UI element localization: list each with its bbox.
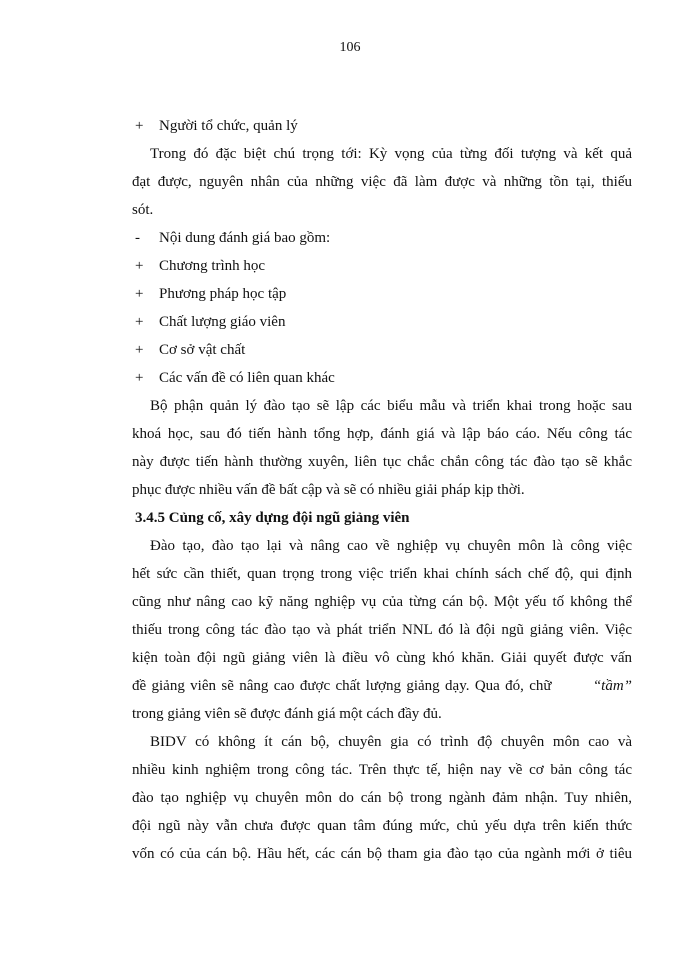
paragraph-line: cũng như nâng cao kỹ năng nghiệp vụ của từng cán bộ. Một yếu tố không thể	[132, 594, 632, 610]
list-item	[135, 257, 635, 275]
paragraph-line: phục được nhiều vấn đề bất cập và sẽ có nhiều giải pháp kịp thời.	[132, 482, 525, 498]
paragraph-line: này được tiến hành thường xuyên, liên tục chắc chắn công tác đào tạo sẽ khắc	[132, 454, 632, 470]
paragraph-line: khoá học, sau đó tiến hành tổng hợp, đánh giá và lập báo cáo. Nếu công tác	[132, 426, 632, 442]
list-item	[135, 117, 635, 135]
paragraph-line: BIDV có không ít cán bộ, chuyên gia có trình độ chuyên môn cao và	[150, 734, 632, 750]
list-item-text: Chất lượng giáo viên	[159, 314, 286, 330]
list-item-text: Các vấn đề có liên quan khác	[159, 370, 335, 386]
paragraph-line: vốn có của cán bộ. Hầu hết, các cán bộ tham gia đào tạo của ngành mới ở tiêu	[132, 846, 632, 862]
list-item	[135, 285, 635, 303]
list-item	[135, 313, 635, 331]
emphasis-word: “tầm”	[592, 678, 632, 694]
paragraph-line: Bộ phận quản lý đào tạo sẽ lập các biểu mẫu và triển khai trong hoặc sau	[150, 398, 632, 414]
bullet-mark: +	[135, 286, 144, 302]
bullet-mark: -	[135, 230, 140, 246]
list-item-text: Chương trình học	[159, 258, 266, 274]
bullet-mark: +	[135, 258, 144, 274]
paragraph-line: đào tạo nghiệp vụ chuyên môn do cán bộ trong ngành đảm nhận. Tuy nhiên,	[132, 790, 632, 806]
paragraph-line: đội ngũ này vẫn chưa được quan tâm đúng mức, chủ yếu dựa trên kiến thức	[132, 818, 632, 834]
section-heading: 3.4.5 Củng cố, xây dựng đội ngũ giảng viên	[135, 510, 410, 526]
list-item-text: Cơ sở vật chất	[159, 342, 246, 358]
paragraph-line: đạt được, nguyên nhân của những việc đã làm được và những tồn tại, thiếu	[132, 174, 632, 190]
paragraph-line: đề giảng viên sẽ nâng cao được chất lượng giảng dạy. Qua đó, chữ	[132, 678, 552, 694]
bullet-mark: +	[135, 314, 144, 330]
page-number: 106	[339, 40, 361, 55]
list-item-text: Phương pháp học tập	[159, 286, 287, 302]
paragraph-line: trong giảng viên sẽ được đánh giá một cách đầy đủ.	[132, 706, 442, 722]
paragraph-line: hết sức cần thiết, quan trọng trong việc triển khai chính sách chế độ, qui định	[132, 566, 632, 582]
paragraph-line: Đào tạo, đào tạo lại và nâng cao về nghiệp vụ chuyên môn là công việc	[150, 538, 632, 554]
list-item	[135, 369, 635, 387]
paragraph-line: nhiều kinh nghiệm trong công tác. Trên thực tế, hiện nay về cơ bản công tác	[132, 762, 632, 778]
bullet-mark: +	[135, 370, 144, 386]
paragraph-line: sót.	[132, 202, 154, 218]
bullet-mark: +	[135, 342, 144, 358]
list-item-text: Nội dung đánh giá bao gồm:	[159, 230, 331, 246]
paragraph-line: Trong đó đặc biệt chú trọng tới: Kỳ vọng của từng đối tượng và kết quả	[150, 146, 632, 162]
paragraph-line: thiếu trong công tác đào tạo và phát triển NNL đó là đội ngũ giảng viên. Việc	[132, 622, 632, 638]
list-item-text: Người tổ chức, quản lý	[159, 118, 298, 134]
paragraph-line: kiện toàn đội ngũ giảng viên là điều vô cùng khó khăn. Giải quyết được vấn	[132, 650, 632, 666]
list-item	[135, 341, 635, 359]
bullet-mark: +	[135, 118, 144, 134]
list-item	[135, 229, 635, 247]
